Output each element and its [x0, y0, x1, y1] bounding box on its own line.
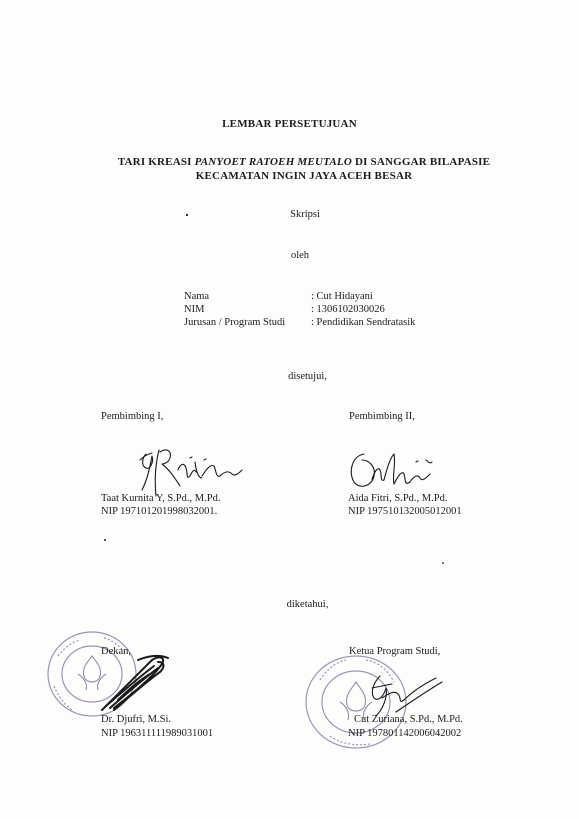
page-heading: LEMBAR PERSETUJUAN — [222, 118, 357, 130]
supervisor1-nip: NIP 197101201998032001. — [101, 506, 218, 517]
title-prefix: TARI KREASI — [117, 156, 195, 168]
student-nim-label: NIM — [184, 304, 205, 315]
supervisor1-role: Pembimbing I, — [101, 411, 164, 422]
student-name-value: : Cut Hidayani — [311, 291, 373, 302]
scan-dot — [104, 539, 106, 541]
student-program-label: Jurusan / Program Studi — [184, 317, 286, 328]
head-program-role: Ketua Program Studi, — [349, 646, 441, 657]
acknowledged-label: diketahui, — [286, 599, 329, 610]
scan-dot — [186, 214, 188, 216]
supervisor1-name: Taat Kurnita Y, S.Pd., M.Pd. — [101, 493, 221, 504]
head-program-nip: NIP 197801142006042002 — [348, 728, 462, 739]
title-italic: PANYOET RATOEH MEUTALO — [194, 156, 352, 168]
student-nim-value: : 1306102030026 — [311, 304, 385, 315]
dean-nip: NIP 196311111989031001 — [101, 728, 214, 739]
head-program-name: Cut Zuriana, S.Pd., M.Pd. — [354, 714, 463, 725]
supervisor2-name: Aida Fitri, S.Pd., M.Pd. — [348, 493, 448, 504]
student-program-value: : Pendidikan Sendratasik — [311, 317, 416, 328]
thesis-title-line1 — [0, 156, 579, 168]
student-name-label: Nama — [184, 291, 210, 302]
dean-name: Dr. Djufri, M.Si. — [101, 714, 172, 725]
document-type: Skripsi — [290, 209, 320, 220]
dean-role: Dekan, — [101, 646, 132, 657]
supervisor2-signature — [344, 446, 439, 496]
thesis-title-line2: KECAMATAN INGIN JAYA ACEH BESAR — [195, 170, 413, 182]
dean-signature — [92, 650, 178, 714]
approved-label: disetujui, — [288, 371, 327, 382]
supervisor2-role: Pembimbing II, — [349, 411, 415, 422]
supervisor2-nip: NIP 197510132005012001 — [348, 506, 462, 517]
by-label: oleh — [290, 250, 310, 261]
scan-dot — [442, 562, 444, 564]
title-suffix: DI SANGGAR BILAPASIE — [352, 156, 491, 168]
